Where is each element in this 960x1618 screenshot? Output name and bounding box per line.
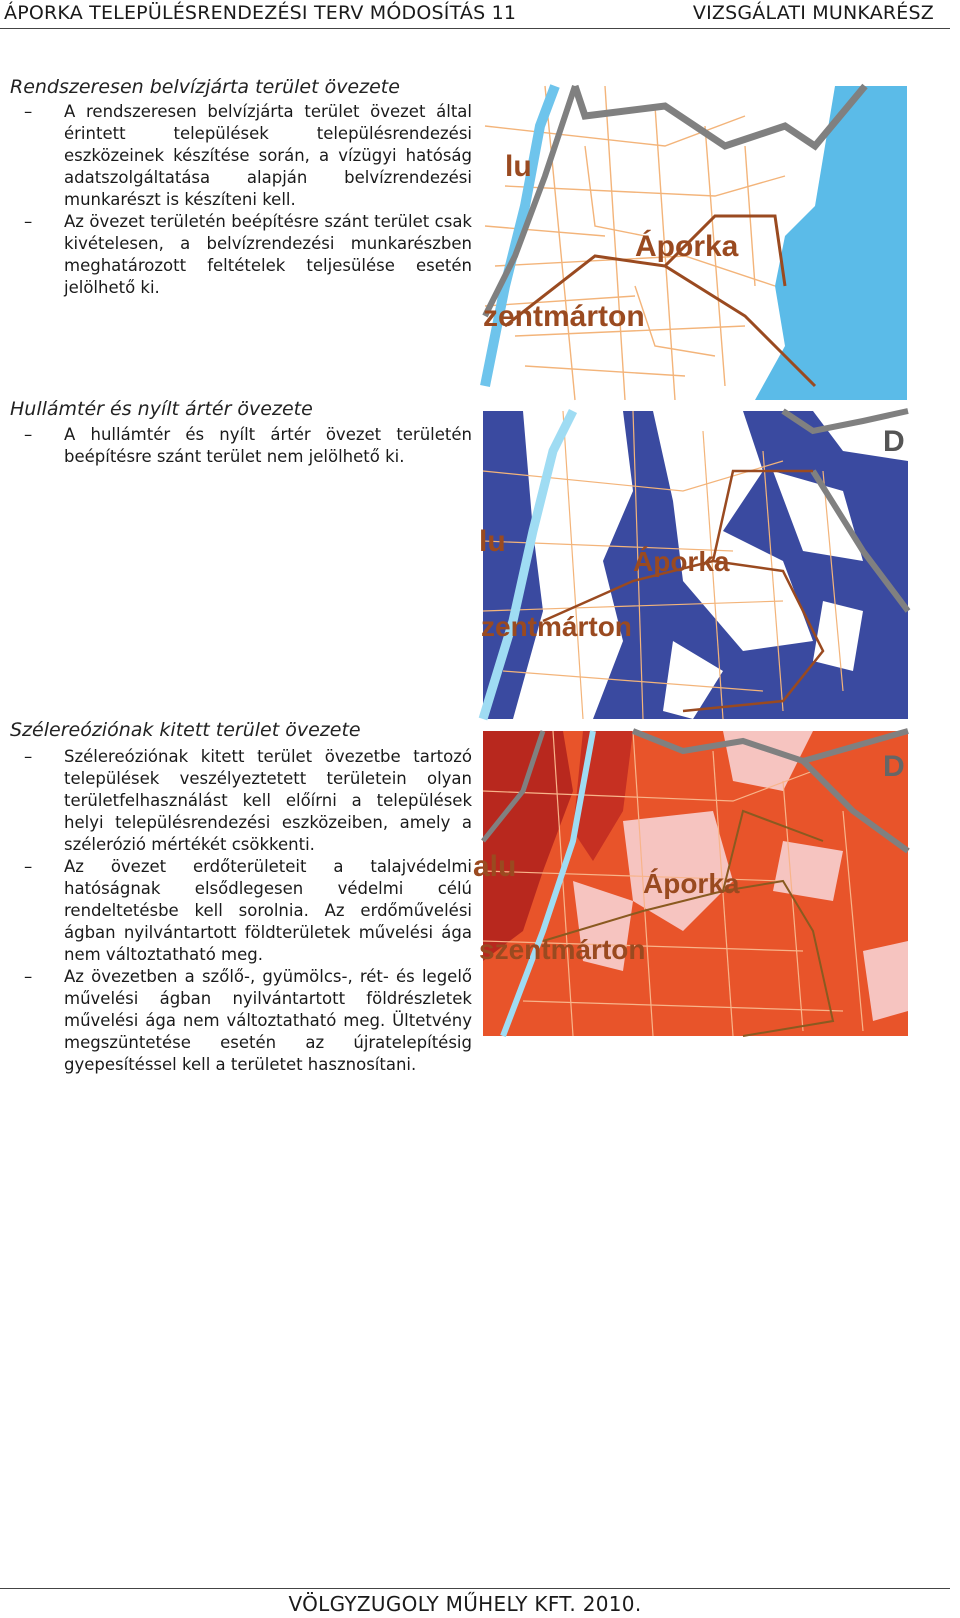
map-belviz (485, 86, 907, 400)
bullet-dash: – (24, 102, 33, 121)
section-title-szelerozio: Szélereóziónak kitett terület övezete (10, 719, 361, 741)
bullet-dash: – (24, 212, 33, 231)
footer-divider (0, 1588, 950, 1589)
map-label: D (883, 425, 905, 458)
map-label: zentmárton (481, 611, 632, 642)
list-item (10, 966, 472, 1076)
bullet-text: A hullámtér és nyílt ártér övezet területén beépítésre szánt terület nem jelölhető ki. (64, 425, 472, 466)
bullet-text: Az övezet területén beépítésre szánt terület csak kivételesen, a belvízrendezési munkarészben meghatározott feltételek teljesülése esetén jelölhető ki. (64, 212, 472, 297)
list-item (10, 746, 472, 856)
map-label: lu (479, 525, 506, 558)
bullet-text: A rendszeresen belvízjárta terület övezet által érintett települések településrendezési eszközeinek készítése során, a vízügyi hatóság adatszolgáltatása alapján belvízrendezési munkarészt is készíteni kell. (64, 102, 472, 209)
map-label: alu (473, 850, 517, 883)
map-label: D (883, 750, 905, 783)
list-item (10, 101, 472, 211)
map-label: Áporka (643, 868, 740, 899)
bullet-text: Az övezet erdőterületeit a talajvédelmi hatóságnak elsődlegesen védelmi célú rendeltetésbe kell sorolnia. Az erdőművelési ágban nyilvántartott földterületek művelési ága nem változtatható meg. (64, 857, 472, 964)
bullet-dash: – (24, 967, 33, 986)
map-hullamter (479, 411, 908, 719)
map-label: zentmárton (483, 300, 645, 333)
page-footer: VÖLGYZUGOLY MŰHELY KFT. 2010. (288, 1592, 642, 1616)
bullet-list-hullamter (10, 424, 472, 468)
page-header (0, 0, 960, 30)
map-szelerozio (473, 731, 908, 1036)
header-document-title: ÁPORKA TELEPÜLÉSRENDEZÉSI TERV MÓDOSÍTÁS 11 (4, 2, 517, 24)
map-label: szentmárton (479, 934, 646, 965)
header-section-title: VIZSGÁLATI MUNKARÉSZ (692, 2, 934, 24)
map-label: Áporka (635, 230, 739, 263)
bullet-text: Az övezetben a szőlő-, gyümölcs-, rét- és legelő művelési ágban nyilvántartott földrészletek művelési ága nem változtatható meg. Ültetvény megszüntetése esetén az újratelepítésig gyepesítéssel kell a területet hasznosítani. (64, 967, 472, 1074)
bullet-list-belviz (10, 101, 472, 299)
list-item (10, 424, 472, 468)
map-label: Áporka (633, 546, 730, 577)
header-divider (0, 28, 950, 29)
bullet-dash: – (24, 425, 33, 444)
bullet-dash: – (24, 857, 33, 876)
list-item (10, 856, 472, 966)
bullet-list-szelerozio (10, 746, 472, 1076)
section-title-hullamter: Hullámtér és nyílt ártér övezete (10, 398, 313, 420)
section-title-belviz: Rendszeresen belvízjárta terület övezete (10, 76, 400, 98)
map-label: lu (505, 150, 532, 183)
list-item (10, 211, 472, 299)
bullet-text: Szélereóziónak kitett terület övezetbe tartozó települések veszélyeztetett területein olyan területfelhasználást kell előírni a települések helyi településrendezési eszközeiben, amely a szélerózió mértékét csökkenti. (64, 747, 472, 854)
bullet-dash: – (24, 747, 33, 766)
